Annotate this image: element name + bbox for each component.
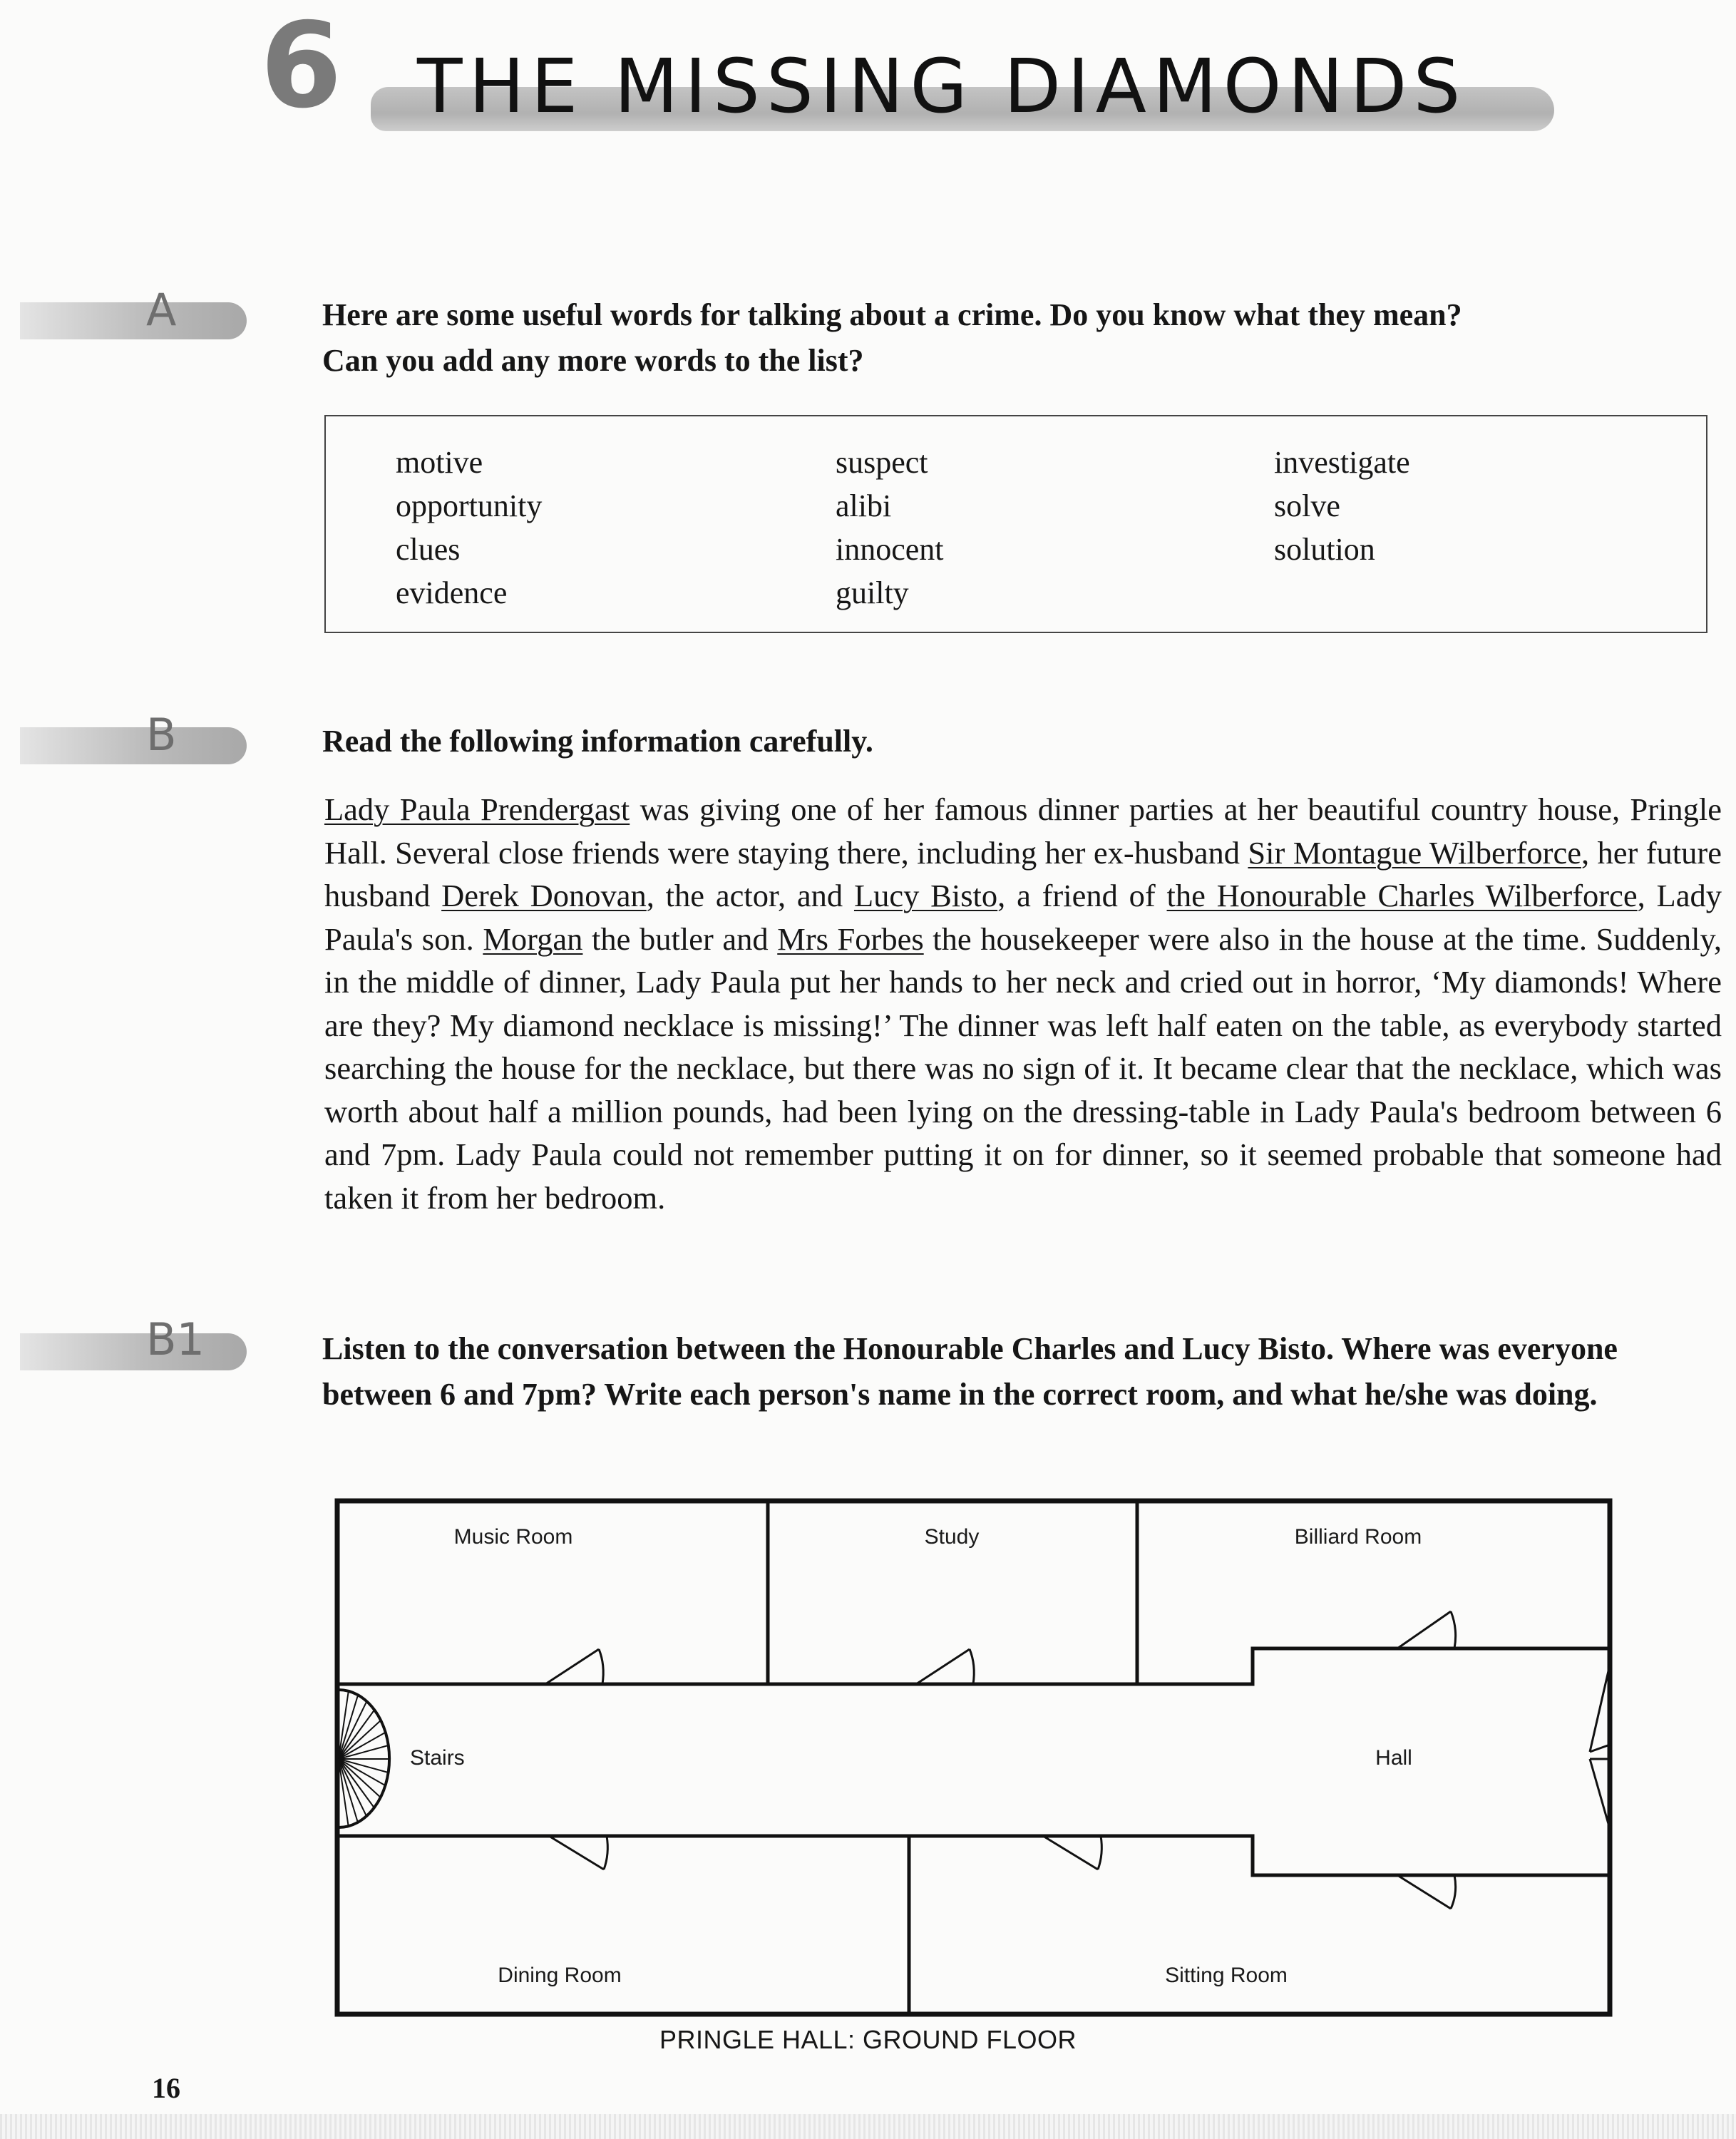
vocab-word: suspect: [836, 445, 928, 480]
page-number: 16: [152, 2072, 180, 2104]
section-a-instruction-line1: Here are some useful words for talking about a crime. Do you know what they mean?: [322, 297, 1462, 332]
section-b-label: B: [146, 709, 177, 761]
vocab-word: evidence: [396, 575, 508, 610]
room-label-billiard-room: Billiard Room: [1294, 1525, 1422, 1549]
vocab-word: guilty: [836, 575, 909, 610]
room-label-sitting-room: Sitting Room: [1165, 1964, 1288, 1987]
chapter-title: THE MISSING DIAMONDS: [417, 43, 1467, 130]
room-label-music-room: Music Room: [453, 1525, 573, 1549]
room-label-stairs: Stairs: [410, 1746, 465, 1770]
door-dining-room-icon: [549, 1836, 607, 1869]
paragraph-text: the butler and: [582, 920, 778, 957]
room-label-study: Study: [924, 1525, 980, 1549]
vocabulary-column-1: [396, 441, 542, 615]
door-sitting-room-icon: [1043, 1836, 1101, 1869]
vocabulary-column-2: [836, 441, 944, 615]
section-a-label: A: [146, 284, 177, 336]
section-a-instruction: [322, 292, 1691, 384]
character-name: Derek Donovan: [441, 878, 647, 913]
vocab-word: solution: [1274, 532, 1375, 567]
section-b1-tab: [20, 1333, 247, 1370]
room-label-hall: Hall: [1375, 1746, 1412, 1770]
door-hall-sitting-icon: [1397, 1875, 1456, 1909]
character-name: Mrs Forbes: [777, 920, 924, 957]
character-name: Lucy Bisto: [853, 878, 998, 913]
character-name: the Honourable Charles Wilberforce: [1166, 878, 1638, 913]
character-name: Lady Paula Prendergast: [324, 791, 630, 827]
section-b1-label: B1: [146, 1313, 205, 1365]
door-billiard-room-icon: [1397, 1611, 1456, 1648]
floor-plan: [332, 1494, 1615, 2021]
floor-plan-caption: PRINGLE HALL: GROUND FLOOR: [659, 2025, 1077, 2054]
door-study-icon: [916, 1649, 974, 1684]
door-music-room-icon: [545, 1649, 603, 1684]
vocab-word: alibi: [836, 488, 892, 523]
story-paragraph: [324, 788, 1722, 1219]
section-b-tab: [20, 727, 247, 764]
vocab-word: opportunity: [396, 488, 543, 523]
paragraph-text: was giving one of her famous dinner parties at her beautiful country house, Pringle Hall. Several close friends were staying there, including her ex-husband: [324, 791, 1722, 871]
section-b-instruction: Read the following information carefully.: [322, 724, 873, 759]
room-label-dining-room: Dining Room: [498, 1964, 622, 1987]
vocabulary-box: [324, 415, 1707, 633]
section-a-instruction-line2: Can you add any more words to the list?: [322, 343, 864, 378]
section-b1-instruction: Listen to the conversation between the Honourable Charles and Lucy Bisto. Where was everyone between 6 and 7pm? Write each person's name in the correct room, and what he/she was doing.: [322, 1331, 1618, 1412]
doors: [545, 1611, 1610, 1909]
paragraph-text: , Lady Paula's son.: [324, 878, 1722, 957]
vocab-word: clues: [396, 532, 461, 567]
outer-wall: [337, 1501, 1610, 2014]
vocab-word: investigate: [1274, 445, 1410, 480]
paragraph-text: , the actor, and: [646, 878, 854, 913]
stairs-icon: [339, 1690, 389, 1827]
vocab-word: innocent: [836, 532, 944, 567]
vocabulary-column-3: [1274, 441, 1410, 571]
vocab-word: solve: [1274, 488, 1340, 523]
section-a-tab: [20, 302, 247, 339]
vocab-word: motive: [396, 445, 483, 480]
paragraph-text: , her future husband: [324, 834, 1722, 913]
floor-plan-walls: [337, 1501, 1610, 2014]
corridor-bottom-wall: [337, 1836, 1610, 1875]
character-name: Morgan: [483, 920, 583, 957]
front-door-icon: [1590, 1665, 1610, 1829]
page-bottom-edge: [0, 2114, 1736, 2139]
paragraph-text: the housekeeper were also in the house at the time. Suddenly, in the middle of dinner, Lady Paula put her hands to her neck and cried out in horror, ‘My diamonds! Where are they? My diamond necklace is missing!’ The dinner was left half eaten on the table, as everybody started searching the house for the necklace, but there was no sign of it. It became clear that the necklace, which was worth about half a million pounds, had been lying on the dressing-table in Lady Paula's bedroom between 6 and 7pm. Lady Paula could not remember putting it on for dinner, so it seemed probable that someone had taken it from her bedroom.: [324, 920, 1722, 1216]
chapter-number: 6: [260, 0, 339, 134]
character-name: Sir Montague Wilberforce: [1248, 834, 1581, 871]
paragraph-text: , a friend of: [997, 878, 1167, 913]
